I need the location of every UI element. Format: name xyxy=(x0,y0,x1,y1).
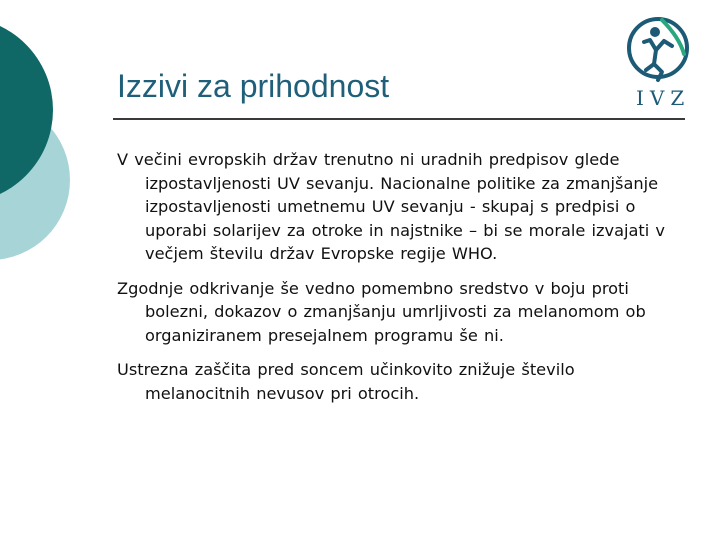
decorative-circles xyxy=(0,0,120,300)
paragraph-1: V večini evropskih držav trenutno ni uradnih predpisov glede izpostavljenosti UV sevanju. Nacionalne politike za zmanjšanje izpostavljenosti umetnemu UV sevanju - skupaj s predpisi o uporabi solarijev za otroke in najstnike – bi se morale izvajati v večjem številu držav Evropske regije WHO. xyxy=(117,150,665,263)
logo-text: IVZ xyxy=(636,86,691,110)
title-divider xyxy=(113,118,685,120)
slide-title: Izzivi za prihodnost xyxy=(117,68,390,104)
paragraph-2: Zgodnje odkrivanje še vedno pomembno sredstvo v boju proti bolezni, dokazov o zmanjšanju umrljivosti za melanomom ob organiziranem presejalnem programu še ni. xyxy=(117,278,646,345)
paragraph-3: Ustrezna zaščita pred soncem učinkovito znižuje število melanocitnih nevusov pri otrocih. xyxy=(117,360,575,403)
slide-body xyxy=(117,148,677,416)
